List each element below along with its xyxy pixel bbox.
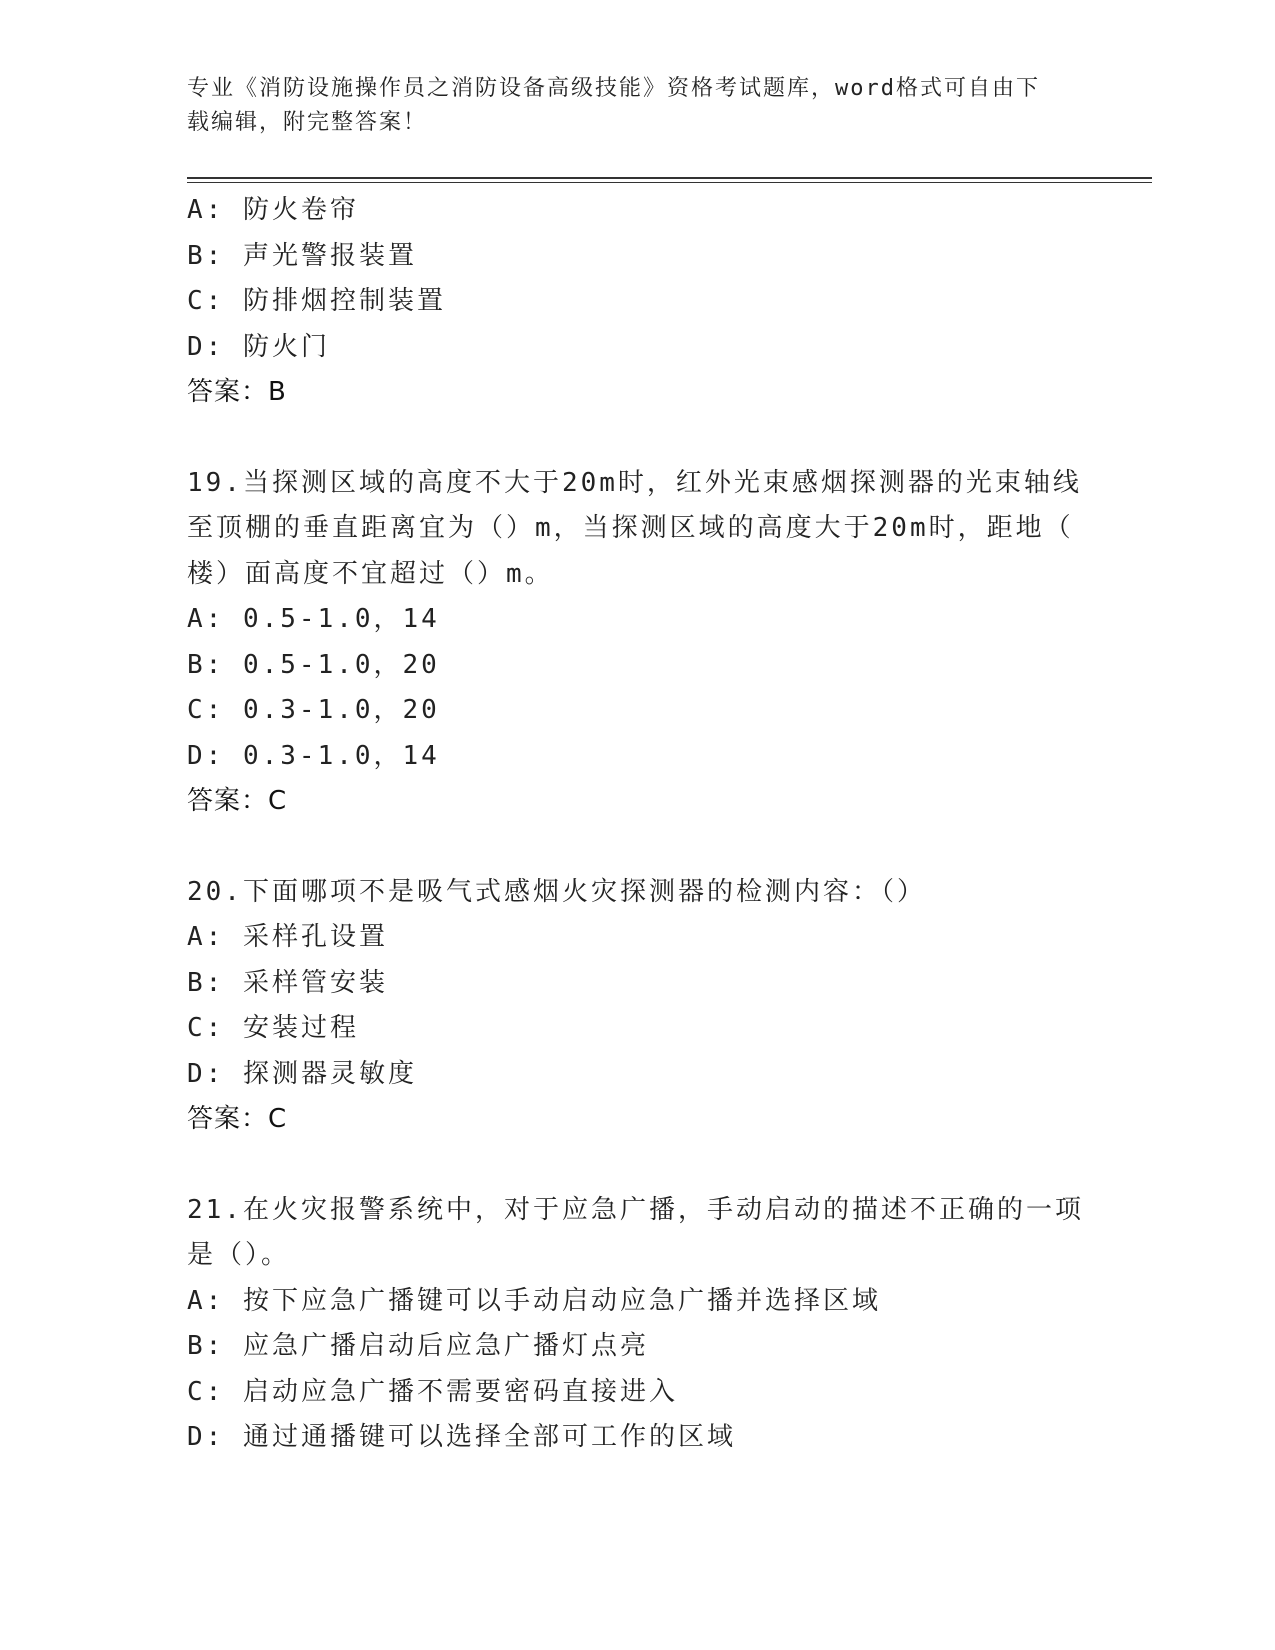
header-line-1: 专业《消防设施操作员之消防设备高级技能》资格考试题库，word格式可自由下	[187, 76, 1040, 101]
option-b: B: 0.5-1.0，20	[187, 649, 440, 680]
document-header	[187, 72, 1067, 140]
answer-label: 答案：C	[187, 786, 288, 816]
question-stem-line: 是（）。	[187, 1240, 291, 1270]
question-20	[187, 870, 1087, 1143]
option-c: C: 安装过程	[187, 1013, 359, 1043]
question-stem-line: 21.在火灾报警系统中，对于应急广播，手动启动的描述不正确的一项	[187, 1194, 1084, 1225]
option-c: C: 启动应急广播不需要密码直接进入	[187, 1376, 678, 1407]
option-c: C: 0.3-1.0，20	[187, 695, 440, 725]
question-18	[187, 188, 1087, 416]
option-d: D: 探测器灵敏度	[187, 1058, 417, 1089]
option-a: A: 采样孔设置	[187, 922, 388, 952]
option-d: D: 通过通播键可以选择全部可工作的区域	[187, 1422, 736, 1452]
option-c: C: 防排烟控制装置	[187, 286, 446, 316]
header-divider-thin	[187, 182, 1152, 183]
question-stem-line: 19.当探测区域的高度不大于20m时，红外光束感烟探测器的光束轴线	[187, 467, 1082, 498]
option-b: B: 声光警报装置	[187, 240, 417, 271]
question-stem-line: 20.下面哪项不是吸气式感烟火灾探测器的检测内容：（）	[187, 876, 926, 907]
question-stem-line: 至顶棚的垂直距离宜为（）m，当探测区域的高度大于20m时，距地（	[187, 513, 1074, 543]
option-d: D: 0.3-1.0，14	[187, 740, 440, 771]
option-a: A: 0.5-1.0，14	[187, 604, 440, 634]
option-a: A: 防火卷帘	[187, 195, 359, 225]
option-b: B: 应急广播启动后应急广播灯点亮	[187, 1331, 649, 1361]
answer-label: 答案：B	[187, 377, 287, 407]
header-divider-thick	[187, 177, 1152, 179]
option-a: A: 按下应急广播键可以手动启动应急广播并选择区域	[187, 1285, 881, 1316]
spacer	[187, 825, 1087, 870]
spacer	[187, 1143, 1087, 1188]
header-line-2: 载编辑，附完整答案！	[187, 110, 428, 135]
question-list	[187, 188, 1087, 1461]
question-19	[187, 461, 1087, 825]
option-b: B: 采样管安装	[187, 967, 388, 998]
option-d: D: 防火门	[187, 331, 330, 362]
question-stem-line: 楼）面高度不宜超过（）m。	[187, 558, 554, 589]
answer-label: 答案：C	[187, 1104, 288, 1134]
question-21	[187, 1188, 1087, 1461]
spacer	[187, 416, 1087, 461]
